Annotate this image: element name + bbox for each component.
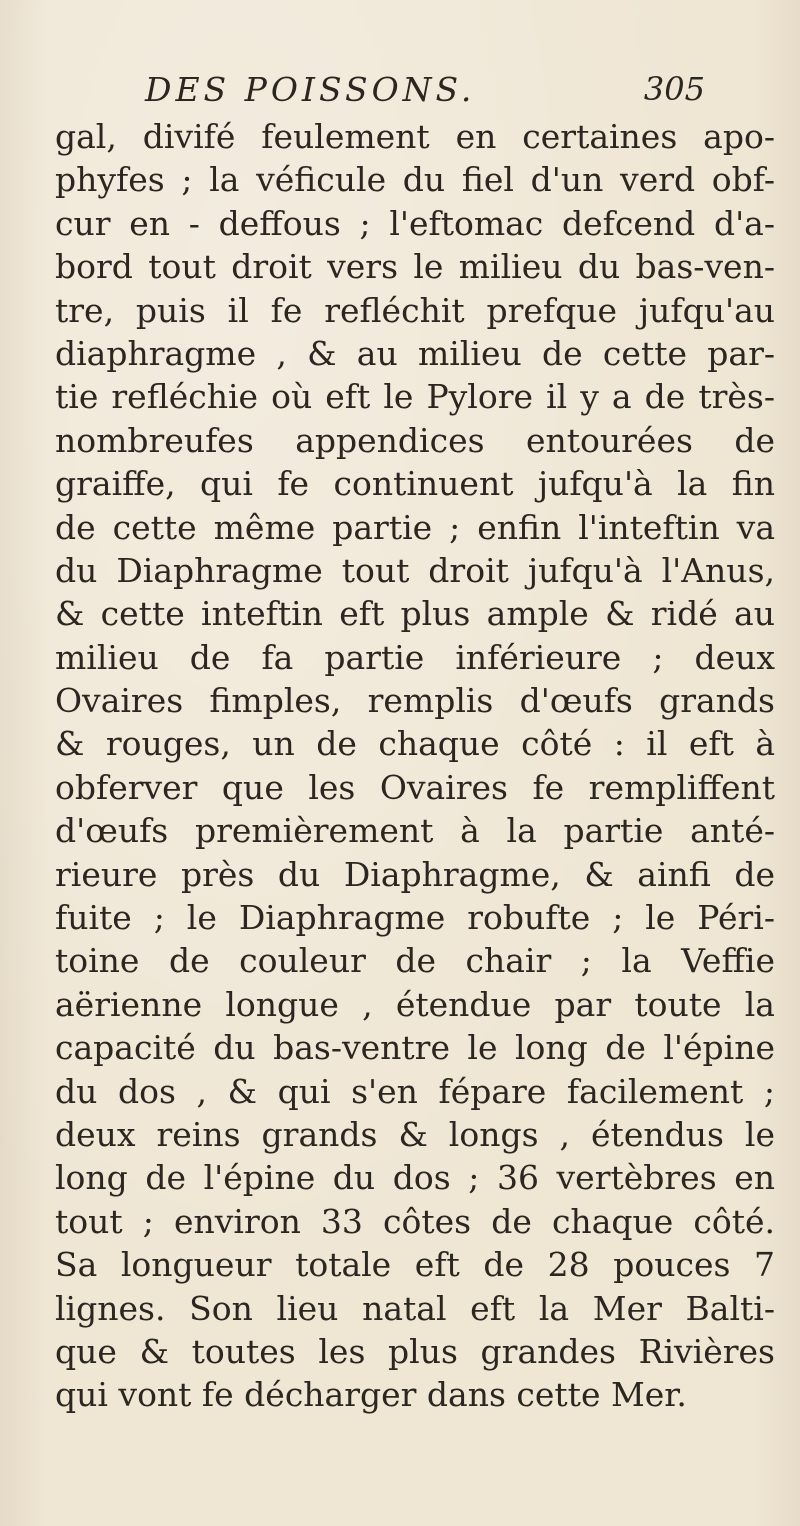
- text-line: tre, puis il fe refléchit prefque jufqu'au: [55, 290, 775, 330]
- text-line: d'œufs premièrement à la partie anté-: [55, 811, 775, 851]
- text-line: phyfes ; la véficule du fiel d'un verd obf-: [55, 160, 775, 200]
- text-line: milieu de fa partie inférieure ; deux: [55, 637, 775, 677]
- text-line: lignes. Son lieu natal eft la Mer Balti-: [55, 1288, 775, 1328]
- text-line: bord tout droit vers le milieu du bas-ven-: [55, 247, 775, 287]
- text-line: graiffe, qui fe continuent jufqu'à la fin: [55, 464, 775, 504]
- text-line: Sa longueur totale eft de 28 pouces 7: [55, 1245, 775, 1285]
- text-line: rieure près du Diaphragme, & ainfi de: [55, 854, 775, 894]
- text-line: diaphragme , & au milieu de cette par-: [55, 333, 775, 373]
- text-line: qui vont fe décharger dans cette Mer.: [55, 1375, 687, 1415]
- text-line: toine de couleur de chair ; la Veffie: [55, 941, 775, 981]
- text-line: & rouges, un de chaque côté : il eft à: [55, 724, 775, 764]
- text-line: tout ; environ 33 côtes de chaque côté.: [55, 1201, 775, 1241]
- text-line: & cette inteftin eft plus ample & ridé au: [55, 594, 775, 634]
- text-line: de cette même partie ; enfin l'inteftin va: [55, 507, 775, 547]
- text-line: tie refléchie où eft le Pylore il y a de très-: [55, 377, 775, 417]
- text-line: que & toutes les plus grandes Rivières: [55, 1331, 775, 1371]
- text-line: fuite ; le Diaphragme robufte ; le Péri-: [55, 898, 775, 938]
- page-number: 305: [643, 70, 705, 108]
- text-line: obferver que les Ovaires fe rempliffent: [55, 767, 775, 807]
- text-line: deux reins grands & longs , étendus le: [55, 1114, 775, 1154]
- text-line: Ovaires fimples, remplis d'œufs grands: [55, 681, 775, 721]
- text-line: aërienne longue , étendue par toute la: [55, 984, 775, 1024]
- text-line: gal, divifé feulement en certaines apo-: [55, 117, 775, 156]
- text-line: nombreufes appendices entourées de: [55, 420, 775, 460]
- running-head: [145, 70, 705, 110]
- text-line: capacité du bas-ventre le long de l'épine: [55, 1028, 775, 1068]
- body-text: [55, 115, 775, 1417]
- running-title: DES POISSONS.: [145, 70, 476, 109]
- text-line: long de l'épine du dos ; 36 vertèbres en: [55, 1158, 775, 1198]
- text-line: du dos , & qui s'en fépare facilement ;: [55, 1071, 775, 1111]
- text-line: cur en - deffous ; l'eftomac defcend d'a-: [55, 203, 775, 243]
- text-line: du Diaphragme tout droit jufqu'à l'Anus,: [55, 550, 775, 590]
